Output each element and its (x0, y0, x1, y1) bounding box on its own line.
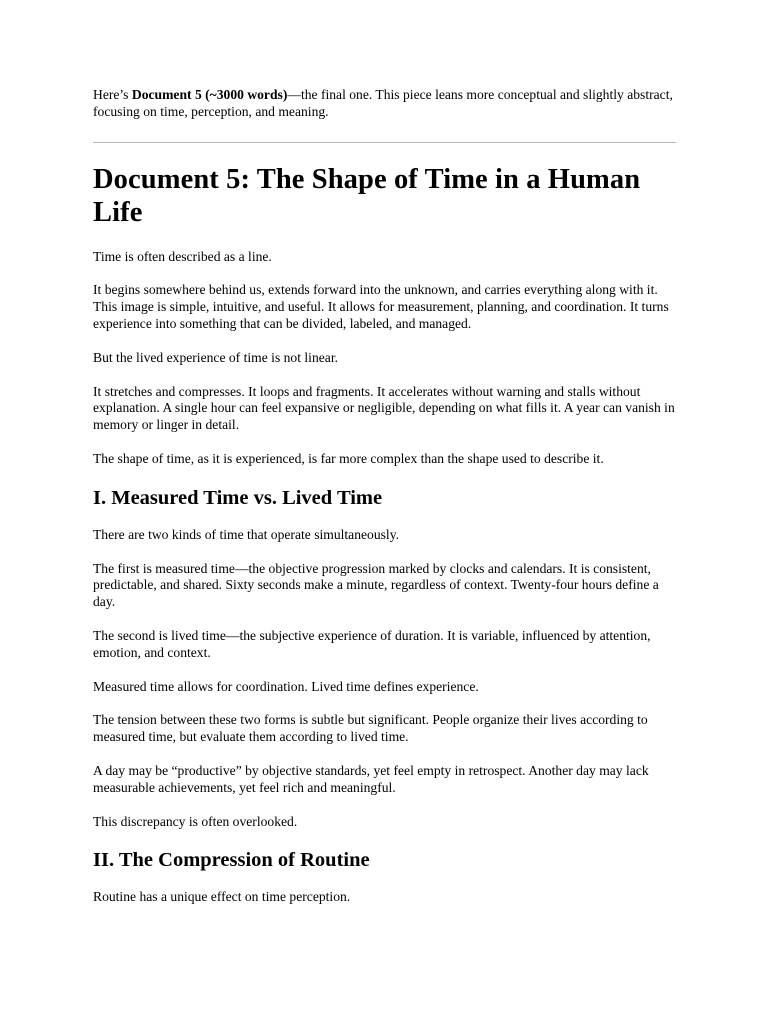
body-paragraph: The second is lived time—the subjective experience of duration. It is variable, influenced by attention, emotion, and context. (93, 627, 651, 660)
body-paragraph: The first is measured time—the objective progression marked by clocks and calendars. It is consistent, predictable, and shared. Sixty seconds make a minute, regardless of context. Twenty-four hours define a day. (93, 560, 659, 610)
body-paragraph: Time is often described as a line. (93, 248, 272, 264)
section-heading-1: I. Measured Time vs. Lived Time (93, 486, 383, 509)
document-title: Document 5: The Shape of Time in a Human Life (93, 163, 641, 228)
body-paragraph: This discrepancy is often overlooked. (93, 813, 298, 829)
divider (93, 142, 676, 143)
body-paragraph: It begins somewhere behind us, extends forward into the unknown, and carries everything along with it. This image is simple, intuitive, and useful. It allows for measurement, planning, and coordination. It turns experience into something that can be divided, labeled, and managed. (93, 282, 669, 331)
body-paragraph: There are two kinds of time that operate simultaneously. (93, 526, 400, 542)
body-paragraph: But the lived experience of time is not linear. (93, 349, 338, 365)
body-paragraph: The tension between these two forms is subtle but significant. People organize their lives according to measured time, but evaluate them according to lived time. (93, 712, 648, 745)
document-page (93, 87, 683, 923)
body-paragraph: Measured time allows for coordination. Lived time defines experience. (93, 678, 479, 694)
body-paragraph: It stretches and compresses. It loops and fragments. It accelerates without warning and stalls without explanation. A single hour can feel expansive or negligible, depending on what fills it. A year can vanish in memory or linger in detail. (93, 383, 675, 433)
body-paragraph: Routine has a unique effect on time perception. (93, 889, 351, 905)
body-paragraph: The shape of time, as it is experienced, is far more complex than the shape used to describe it. (93, 450, 604, 466)
intro-lead: Here’s (93, 87, 132, 102)
section-heading-2: II. The Compression of Routine (93, 849, 370, 872)
intro-bold-title: Document 5 (~3000 words) (131, 87, 288, 102)
intro-rest: —the final one. This piece leans more conceptual and slightly abstract, focusing on time, perception, and meaning. (93, 87, 673, 119)
intro-paragraph (93, 87, 683, 121)
body-paragraph: A day may be “productive” by objective standards, yet feel empty in retrospect. Another day may lack measurable achievements, yet feel rich and meaningful. (93, 762, 649, 795)
